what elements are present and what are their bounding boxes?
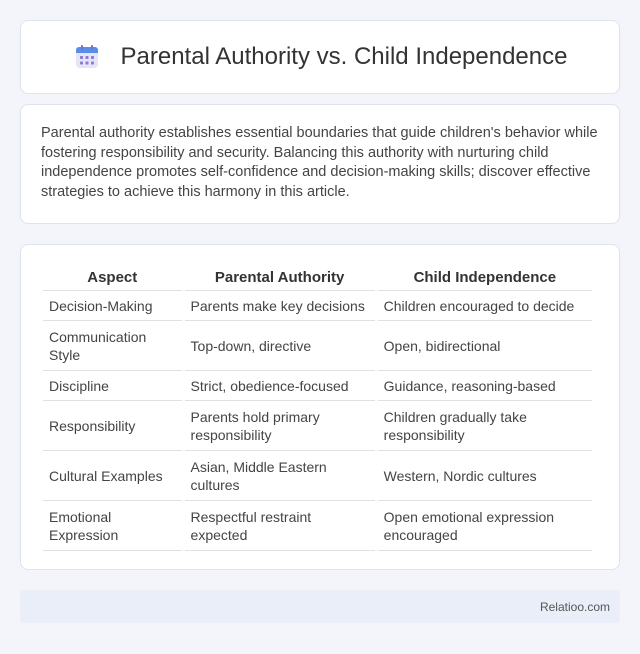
table-header-row [43, 265, 592, 291]
title-card [20, 20, 620, 94]
table-cell: Guidance, reasoning-based [378, 371, 592, 401]
table-cell: Decision-Making [43, 291, 182, 321]
footer [20, 590, 620, 623]
table-cell: Parents hold primary responsibility [185, 401, 375, 451]
table-card [20, 244, 620, 570]
table-row [43, 501, 592, 551]
table-cell: Strict, obedience-focused [185, 371, 375, 401]
table-cell: Cultural Examples [43, 451, 182, 501]
table-cell: Western, Nordic cultures [378, 451, 592, 501]
column-header-aspect: Aspect [43, 265, 182, 291]
table-cell: Top-down, directive [185, 321, 375, 371]
calendar-icon [73, 43, 101, 71]
table-row [43, 371, 592, 401]
table-row [43, 451, 592, 501]
table-cell: Parents make key decisions [185, 291, 375, 321]
table-row [43, 291, 592, 321]
table-cell: Open, bidirectional [378, 321, 592, 371]
footer-brand: Relatioo.com [539, 599, 610, 614]
table-cell: Respectful restraint expected [185, 501, 375, 551]
table-cell: Children encouraged to decide [378, 291, 592, 321]
column-header-parental-authority: Parental Authority [185, 265, 375, 291]
table-cell: Discipline [43, 371, 182, 401]
intro-text: Parental authority establishes essential boundaries that guide children's behavior while fostering responsibility and security. Balancing this authority with nurturing child independence promotes self-confidence and decision-making skills; discover effective strategies to achieve this harmony in this article. [41, 125, 598, 200]
table-cell: Asian, Middle Eastern cultures [185, 451, 375, 501]
table-cell: Communication Style [43, 321, 182, 371]
intro-card [20, 104, 620, 224]
table-cell: Emotional Expression [43, 501, 182, 551]
table-cell: Children gradually take responsibility [378, 401, 592, 451]
table-cell: Open emotional expression encouraged [378, 501, 592, 551]
table-row [43, 321, 592, 371]
table-row [43, 401, 592, 451]
table-cell: Responsibility [43, 401, 182, 451]
page-title: Parental Authority vs. Child Independence [120, 43, 568, 70]
column-header-child-independence: Child Independence [378, 265, 592, 291]
comparison-table [40, 265, 595, 551]
